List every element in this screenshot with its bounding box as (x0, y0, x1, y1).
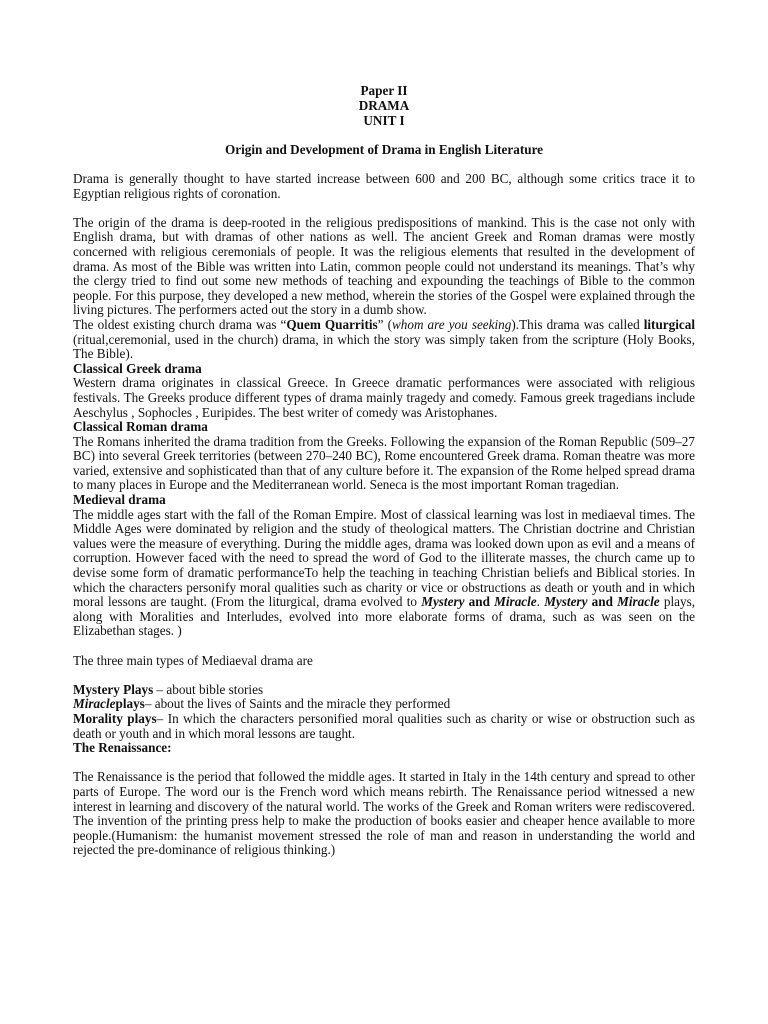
text-run: plays, along with Moralities and Interludes, evolved into more elaborate forms of drama, such as was seen on the Elizabethan stages. ) (73, 594, 696, 639)
text-run: The middle ages start with the fall of the Roman Empire. Most of classical learning was lost in mediaeval times. The Middle Ages were dominated by religion and the study of theological matters. The Christian doctrine and Christian values were the measure of everything. During the middle ages, drama was looked down upon as evil and a means of corruption. However faced with the need to spread the word of God to the illiterate masses, the church came up to devise some form of dramatic performanceTo help the teaching in teaching Christian beliefs and Biblical stories. In which the characters personify moral qualities such as charity or vice or obstructions as death or youth and in which moral lessons are taught. (From the liturgical, drama evolved to (73, 506, 695, 610)
text-run: ” ( (377, 316, 392, 332)
roman-heading: Classical Roman drama (73, 419, 208, 435)
subject-label: DRAMA (358, 98, 410, 113)
intro-paragraph: Drama is generally thought to have started increase between 600 and 200 BC, although some critics trace it to Egyptian religious rights of coronation. (73, 171, 695, 201)
text-run: – about bible stories (153, 681, 264, 697)
translation-italic: whom are you seeking (391, 316, 512, 332)
types-intro: The three main types of Mediaeval drama are (73, 652, 313, 668)
renaissance-heading: The Renaissance: (73, 740, 172, 756)
medieval-paragraph (73, 508, 695, 639)
greek-paragraph: Western drama originates in classical Greece. In Greece dramatic performances were associated with religious festivals. The Greeks produce different types of drama mainly tragedy and comedy. Famous greek tragedians include Aeschylus , Sophocles , Euripides. The best writer of comedy was Aristophanes. (73, 375, 695, 420)
document-title: Origin and Development of Drama in English Literature (224, 142, 544, 157)
roman-paragraph: The Romans inherited the drama tradition from the Greeks. Following the expansion of the Roman Republic (509–27 BC) into several Greek territories (between 270–240 BC), Rome encountered Greek drama. Roman theatre was more varied, extensive and sophisticated than that of any culture before it. The expansion of the Rome helped spread drama to many places in Europe and the Mediterranean world. Seneca is the most important Roman tragedian. (73, 433, 695, 493)
mystery-plays-label: Mystery Plays (73, 681, 154, 697)
paper-label: Paper II (360, 83, 408, 98)
medieval-heading: Medieval drama (73, 492, 166, 508)
and-term: and (464, 594, 495, 610)
text-run: ).This drama was called (511, 316, 644, 332)
morality-plays-line (73, 712, 695, 741)
mystery-term: Mystery (421, 594, 465, 610)
miracle-plays-line (73, 697, 695, 712)
miracle-term: Miracle (494, 594, 537, 610)
text-run: The oldest existing church drama was “ (73, 316, 287, 332)
text-run: (ritual,ceremonial, used in the church) drama, in which the story was simply taken from the scripture (Holy Books, The Bible). (73, 331, 695, 362)
origin-paragraph: The origin of the drama is deep-rooted in the religious predispositions of mankind. This is the case not only with English drama, but with dramas of other nations as well. The ancient Greek and Roman dramas were mostly concerned with religious ceremonials of people. It was the religious elements that resulted in the development of drama. As most of the Bible was written into Latin, common people could not understand its meanings. That’s why the clergy tried to find out some new methods of teaching and expounding the teachings of Bible to the common people. For this purpose, they developed a new method, wherein the stories of the Gospel were explained through the living pictures. The performers acted out the story in a dumb show. (73, 214, 695, 318)
plays-label: plays (115, 696, 145, 712)
church-drama-paragraph (73, 318, 695, 362)
quem-quarritis-term: Quem Quarritis (286, 316, 378, 332)
text-run: – In which the characters personified moral qualities such as charity or wise or obstruction such as death or youth and in which moral lessons are taught. (73, 710, 695, 741)
text-run: – about the lives of Saints and the miracle they performed (144, 696, 451, 712)
renaissance-paragraph: The Renaissance is the period that followed the middle ages. It started in Italy in the 14th century and spread to other parts of Europe. The word our is the French word which means rebirth. The Renaissance period witnessed a new interest in learning and discovery of the natural world. The works of the Greek and Roman writers were rediscovered. The invention of the printing press help to make the production of books easier and cheaper hence available to more people.(Humanism: the humanist movement stressed the role of man and reason in understanding the world and rejected the pre-dominance of religious thinking.) (73, 769, 695, 858)
greek-heading: Classical Greek drama (73, 360, 202, 376)
and-term: and (587, 594, 618, 610)
morality-plays-label: Morality plays (73, 710, 157, 726)
liturgical-term: liturgical (643, 316, 696, 332)
unit-label: UNIT I (363, 113, 405, 128)
mystery-plays-line (73, 683, 695, 698)
mystery-term: Mystery (544, 594, 588, 610)
text-run: . (536, 594, 545, 610)
miracle-label: Miracle (73, 696, 116, 712)
miracle-term: Miracle (617, 594, 660, 610)
